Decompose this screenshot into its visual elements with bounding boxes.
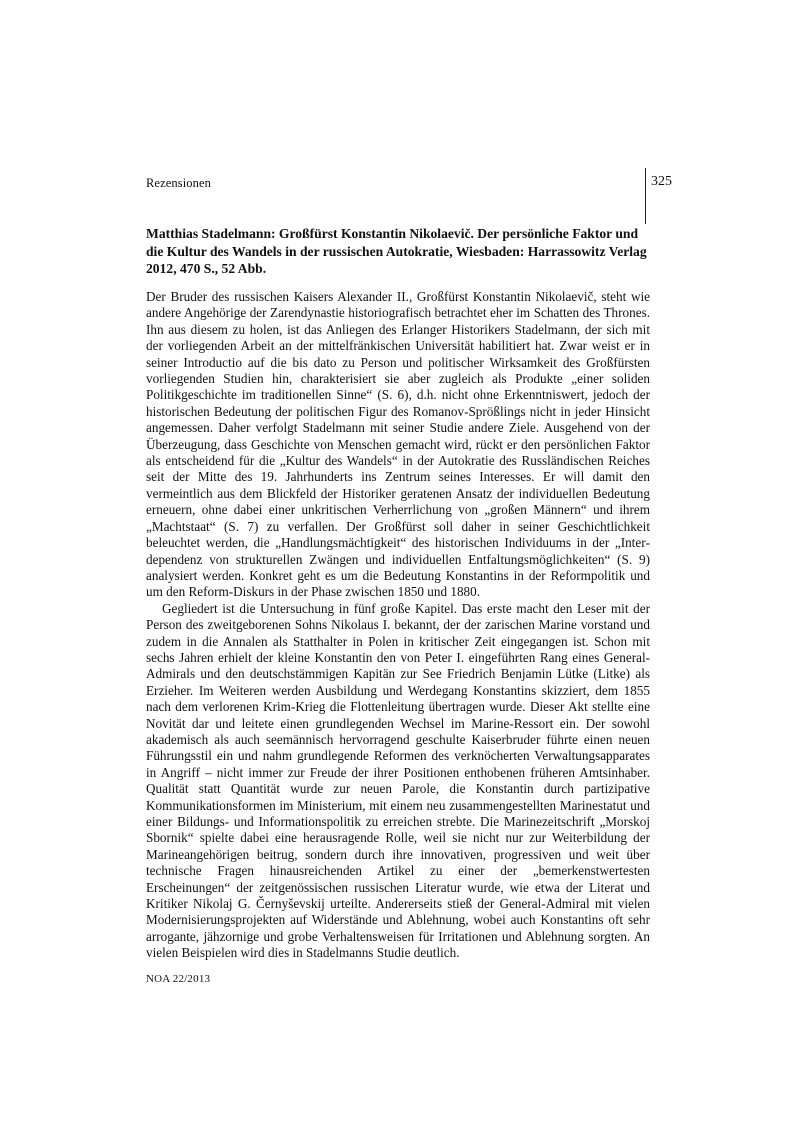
header-vertical-rule <box>645 168 646 224</box>
review-body <box>146 289 650 962</box>
page-number: 325 <box>651 174 672 189</box>
paragraph-2: Gegliedert ist die Untersuchung in fünf große Kapitel. Das erste macht den Leser mit der Person des zweitgeborenen Sohns Nikolaus I. bekannt, der der zarischen Marine vorstand und zudem in die Annalen als Statthalter in Polen in kritischer Zeit eingegangen ist. Schon mit sechs Jahren erhielt der kleine Konstantin den von Peter I. eingeführten Rang eines General-Admirals und den deutschstämmigen Kapitän zur See Friedrich Benjamin Lütke (Litke) als Erzieher. Im Weiteren werden Ausbildung und Werdegang Konstantins skizziert, dem 1855 nach dem verlorenen Krim-Krieg die Flottenleitung übertragen wurde. Dieser Akt stellte eine Novität dar und leitete einen grundlegenden Wechsel im Marine-Ressort ein. Der sowohl akademisch als auch seemännisch hervorragend geschulte Kaiserbruder führte einen neuen Führungsstil ein und nahm grundlegende Reformen des verknöcherten Verwaltungsapparates in Angriff – nicht immer zur Freude der ihrer Positionen enthobenen früheren Amtsinhaber. Qualität statt Quantität wurde zur neuen Parole, die Konstantin durch partizipative Kommunikationsformen im Ministerium, mit einem neu zusammengestellten Marinestatut und einer Bildungs- und Informationspolitik zu erreichen strebte. Die Marinezeitschrift „Morskoj Sbornik“ spielte dabei eine herausragende Rolle, weil sie nicht nur zur Weiterbildung der Marineangehörigen beitrug, sondern durch ihre innovativen, progressiven und weit über technische Fragen hinausreichenden Artikel zu einer der „bemerkenstwertesten Erscheinungen“ der zeitgenössischen russischen Literatur wurde, wie etwa der Literat und Kritiker Nikolaj G. Černyševskij urteilte. Andererseits stieß der General-Admiral mit vielen Modernisierungsprojekten auf Widerstände und Ablehnung, wobei auch Konstantins oft sehr arrogante, jähzornige und grobe Verhaltensweisen für Irritationen und Ablehnung sorgten. An vielen Beispielen wird dies in Stadelmanns Studie deutlich. <box>146 600 650 961</box>
running-head: Rezensionen <box>146 176 211 190</box>
review-title: Matthias Stadelmann: Großfürst Konstantin Nikolaevič. Der persönliche Faktor und die Kultur des Wandels in der russischen Autokratie, Wiesbaden: Harrassowitz Verlag 2012, 470 S., 52 Abb. <box>146 226 647 277</box>
paragraph-1: Der Bruder des russischen Kaisers Alexander II., Großfürst Konstantin Nikolaevič, steht wie andere Angehörige der Zarendynastie historiografisch betrachtet eher im Schatten des Thrones. Ihn aus diesem zu holen, ist das Anliegen des Erlanger Historikers Stadelmann, der sich mit der vorliegenden Arbeit an der mittelfränkischen Universität habilitiert hat. Zwar weist er in seiner Introductio auf die bis dato zu Person und politischer Wirksamkeit des Großfürsten vorliegenden Studien hin, charakterisiert sie aber zugleich als Produkte „einer soliden Politikgeschichte im traditionellen Sinne“ (S. 6), d.h. nicht ohne Erkenntniswert, jedoch der historischen Bedeutung der politischen Figur des Romanov-Sprößlings nicht in jeder Hinsicht angemessen. Daher verfolgt Stadelmann mit seiner Studie andere Ziele. Ausgehend von der Überzeugung, dass Geschichte von Menschen gemacht wird, rückt er den persönlichen Faktor als entscheidend für die „Kultur des Wandels“ in der Autokratie des Russländischen Reiches seit der Mitte des 19. Jahrhunderts ins Zentrum seines Interesses. Er will damit den vermeintlich aus dem Blickfeld der Historiker geratenen Ansatz der individuellen Bedeutung erneuern, ohne dabei einer unkritischen Verherrlichung von „großen Männern“ und ihrem „Machtstaat“ (S. 7) zu verfallen. Der Großfürst soll daher in seiner Geschichtlichkeit beleuchtet werden, die „Handlungsmächtigkeit“ des historischen Individuums in der „Interdependenz von strukturellen Zwängen und individuellen Entfaltungsmöglichkeiten“ (S. 9) analysiert werden. Konkret geht es um die Bedeutung Konstantins in der Reformpolitik und um den Reform-Diskurs in der Phase zwischen 1850 und 1880. <box>146 289 650 600</box>
journal-footer: NOA 22/2013 <box>146 973 211 985</box>
